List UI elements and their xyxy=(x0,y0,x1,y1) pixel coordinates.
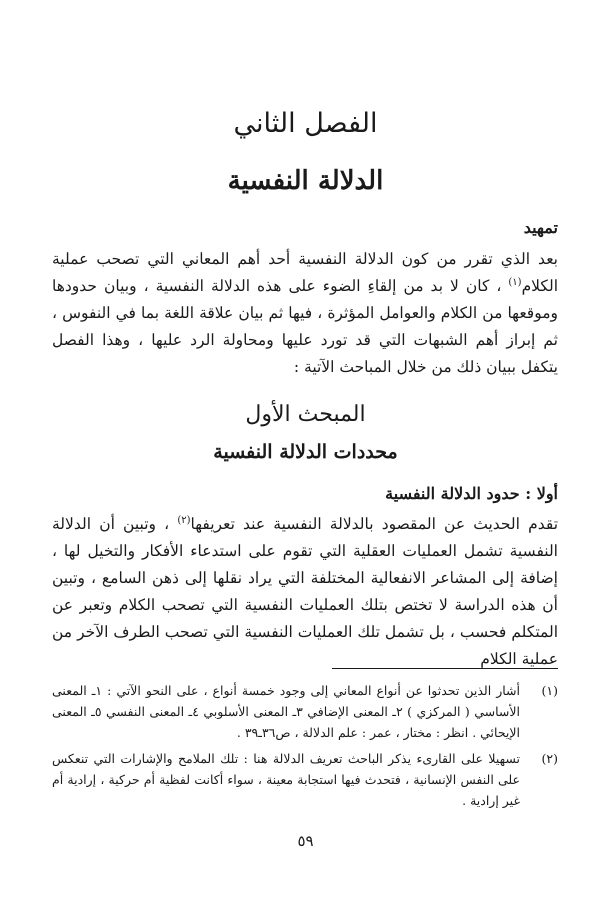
footnote-divider xyxy=(332,668,558,669)
footnote-2-number: (٢) xyxy=(541,751,558,766)
footnote-2-text: تسهيلا على القارىء يذكر الباحث تعريف الدلالة هنا : تلك الملامح والإشارات التي تنعكس على النفس الإنسانية ، فتحدث فيها استجابة معينة ، سواء أكانت لفظية أم حركية ، إرادية أم غير إرادية . xyxy=(52,751,520,808)
page-number: ٥٩ xyxy=(297,832,314,850)
subsection-text-part-1: تقدم الحديث عن المقصود بالدلالة النفسية عند تعريفها xyxy=(190,515,559,533)
subsection-paragraph xyxy=(52,511,558,673)
footnote-1 xyxy=(52,680,558,743)
footnote-2 xyxy=(52,748,558,811)
subsection-text-part-2: ، وتبين أن الدلالة النفسية تشمل العمليات العقلية التي تقوم على استدعاء الأفكار والتخيل لها ، إضافة إلى المشاعر الانفعالية المختلفة التي يراد نقلها إلى ذهن السامع ، وتبين أن هذه الدراسة لا تختص بتلك العمليات النفسية التي تصحب الكلام وتعبر عن المتكلم فحسب ، بل تشمل تلك العمليات النفسية التي تصحب الطرف الآخر من عملية الكلام xyxy=(52,515,558,668)
footnote-ref-2[interactable]: (٢) xyxy=(177,514,191,526)
section-subtitle: محددات الدلالة النفسية xyxy=(213,441,398,463)
footnote-1-text: أشار الذين تحدثوا عن أنواع المعاني إلى وجود خمسة أنواع ، على النحو الآتي : ١ـ المعنى الأساسي ( المركزي ) ٢ـ المعنى الإضافي ٣ـ المعنى الأسلوبي ٤ـ المعنى النفسي ٥ـ المعنى الإيحائي . انظر : مختار ، عمر : علم الدلالة ، ص٣٦ـ٣٩ . xyxy=(52,683,520,740)
intro-text-part-2: ، كان لا بد من إلقاءِ الضوء على هذه الدلالة النفسية ، وبيان حدودها وموقعها من الكلام والعوامل المؤثرة ، فيها ثم بيان علاقة اللغة بما في النفوس ، ثم إبراز أهم الشبهات التي قد تورد عليها ومحاولة الرد عليها ، وهذا الفصل يتكفل ببيان ذلك من خلال المباحث الآتية : xyxy=(52,277,558,376)
section-title: المبحث الأول xyxy=(245,402,366,427)
footnote-ref-1[interactable]: (١) xyxy=(508,276,522,288)
chapter-subtitle: الدلالة النفسية xyxy=(227,166,384,196)
intro-paragraph xyxy=(52,246,558,381)
intro-text-part-1: بعد الذي تقرر من كون الدلالة النفسية أحد أهم المعاني التي تصحب عملية الكلام xyxy=(52,250,558,295)
footnote-1-number: (١) xyxy=(541,683,558,698)
chapter-title: الفصل الثاني xyxy=(233,108,378,139)
intro-heading: تمهيد xyxy=(523,218,558,237)
subsection-heading: أولا : حدود الدلالة النفسية xyxy=(385,484,558,503)
